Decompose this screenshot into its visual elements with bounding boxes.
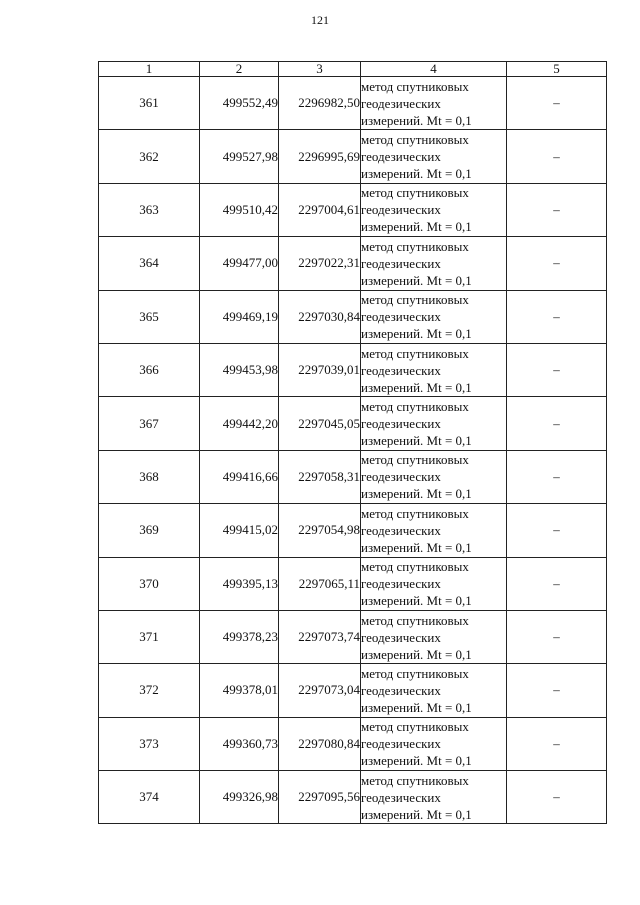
method-cell <box>361 717 507 770</box>
point-number-cell: 366 <box>99 343 200 396</box>
point-number-cell: 362 <box>99 130 200 183</box>
x-coordinate-cell: 499510,42 <box>200 183 279 236</box>
method-line: измерений. Mt = 0,1 <box>361 539 472 555</box>
note-cell: – <box>507 504 607 557</box>
table-row <box>99 717 607 770</box>
y-coordinate-cell: 2296982,50 <box>279 77 361 130</box>
y-coordinate-cell: 2297004,61 <box>279 183 361 236</box>
column-header-5: 5 <box>507 62 607 77</box>
table-row <box>99 290 607 343</box>
point-number-cell: 365 <box>99 290 200 343</box>
x-coordinate-cell: 499527,98 <box>200 130 279 183</box>
note-cell: – <box>507 237 607 290</box>
method-cell <box>361 290 507 343</box>
y-coordinate-cell: 2297039,01 <box>279 343 361 396</box>
y-coordinate-cell: 2297080,84 <box>279 717 361 770</box>
point-number-cell: 371 <box>99 610 200 663</box>
table-row <box>99 557 607 610</box>
method-line: метод спутниковых <box>361 399 469 415</box>
point-number-cell: 374 <box>99 771 200 824</box>
y-coordinate-cell: 2297073,74 <box>279 610 361 663</box>
method-cell <box>361 183 507 236</box>
method-line: геодезических <box>361 416 441 432</box>
point-number-cell: 368 <box>99 450 200 503</box>
method-line: геодезических <box>361 736 441 752</box>
y-coordinate-cell: 2297045,05 <box>279 397 361 450</box>
x-coordinate-cell: 499453,98 <box>200 343 279 396</box>
note-cell: – <box>507 664 607 717</box>
x-coordinate-cell: 499326,98 <box>200 771 279 824</box>
table-row <box>99 664 607 717</box>
column-header-3: 3 <box>279 62 361 77</box>
method-line: геодезических <box>361 682 441 698</box>
note-cell: – <box>507 290 607 343</box>
note-cell: – <box>507 183 607 236</box>
method-line: измерений. Mt = 0,1 <box>361 219 472 235</box>
note-cell: – <box>507 397 607 450</box>
point-number-cell: 367 <box>99 397 200 450</box>
y-coordinate-cell: 2297073,04 <box>279 664 361 717</box>
method-line: метод спутниковых <box>361 78 469 94</box>
note-cell: – <box>507 717 607 770</box>
note-cell: – <box>507 130 607 183</box>
table-row <box>99 343 607 396</box>
method-cell <box>361 343 507 396</box>
method-line: измерений. Mt = 0,1 <box>361 379 472 395</box>
y-coordinate-cell: 2297095,56 <box>279 771 361 824</box>
method-line: геодезических <box>361 95 441 111</box>
header-row <box>99 62 607 77</box>
method-line: геодезических <box>361 202 441 218</box>
point-number-cell: 363 <box>99 183 200 236</box>
method-line: геодезических <box>361 576 441 592</box>
method-line: измерений. Mt = 0,1 <box>361 753 472 769</box>
method-line: геодезических <box>361 362 441 378</box>
x-coordinate-cell: 499416,66 <box>200 450 279 503</box>
point-number-cell: 364 <box>99 237 200 290</box>
y-coordinate-cell: 2296995,69 <box>279 130 361 183</box>
y-coordinate-cell: 2297065,11 <box>279 557 361 610</box>
point-number-cell: 370 <box>99 557 200 610</box>
note-cell: – <box>507 610 607 663</box>
point-number-cell: 373 <box>99 717 200 770</box>
method-line: геодезических <box>361 255 441 271</box>
table-row <box>99 237 607 290</box>
method-cell <box>361 237 507 290</box>
point-number-cell: 372 <box>99 664 200 717</box>
method-line: геодезических <box>361 469 441 485</box>
method-line: измерений. Mt = 0,1 <box>361 272 472 288</box>
method-line: геодезических <box>361 522 441 538</box>
method-line: измерений. Mt = 0,1 <box>361 433 472 449</box>
column-header-2: 2 <box>200 62 279 77</box>
method-line: метод спутниковых <box>361 719 469 735</box>
method-line: измерений. Mt = 0,1 <box>361 486 472 502</box>
method-cell <box>361 397 507 450</box>
method-cell <box>361 771 507 824</box>
note-cell: – <box>507 557 607 610</box>
method-line: измерений. Mt = 0,1 <box>361 646 472 662</box>
table-row <box>99 130 607 183</box>
y-coordinate-cell: 2297030,84 <box>279 290 361 343</box>
page-number: 121 <box>311 13 329 27</box>
method-line: метод спутниковых <box>361 238 469 254</box>
method-cell <box>361 664 507 717</box>
x-coordinate-cell: 499415,02 <box>200 504 279 557</box>
coordinates-table <box>98 61 607 824</box>
y-coordinate-cell: 2297058,31 <box>279 450 361 503</box>
table-body <box>99 77 607 824</box>
table-row <box>99 450 607 503</box>
table-row <box>99 77 607 130</box>
method-cell <box>361 557 507 610</box>
column-header-1: 1 <box>99 62 200 77</box>
x-coordinate-cell: 499442,20 <box>200 397 279 450</box>
method-line: геодезических <box>361 309 441 325</box>
method-line: геодезических <box>361 629 441 645</box>
column-header-4: 4 <box>361 62 507 77</box>
method-cell <box>361 130 507 183</box>
table-row <box>99 504 607 557</box>
method-line: геодезических <box>361 789 441 805</box>
method-line: метод спутниковых <box>361 452 469 468</box>
x-coordinate-cell: 499477,00 <box>200 237 279 290</box>
method-line: геодезических <box>361 149 441 165</box>
table-row <box>99 397 607 450</box>
method-line: метод спутниковых <box>361 665 469 681</box>
y-coordinate-cell: 2297022,31 <box>279 237 361 290</box>
table-row <box>99 183 607 236</box>
method-line: измерений. Mt = 0,1 <box>361 166 472 182</box>
method-cell <box>361 77 507 130</box>
method-line: метод спутниковых <box>361 505 469 521</box>
method-line: метод спутниковых <box>361 345 469 361</box>
table-row <box>99 771 607 824</box>
method-line: метод спутниковых <box>361 772 469 788</box>
note-cell: – <box>507 450 607 503</box>
method-line: метод спутниковых <box>361 612 469 628</box>
note-cell: – <box>507 771 607 824</box>
note-cell: – <box>507 77 607 130</box>
table-header <box>99 62 607 77</box>
table-row <box>99 610 607 663</box>
method-line: метод спутниковых <box>361 559 469 575</box>
method-line: измерений. Mt = 0,1 <box>361 326 472 342</box>
method-line: измерений. Mt = 0,1 <box>361 806 472 822</box>
x-coordinate-cell: 499378,23 <box>200 610 279 663</box>
y-coordinate-cell: 2297054,98 <box>279 504 361 557</box>
x-coordinate-cell: 499395,13 <box>200 557 279 610</box>
method-line: метод спутниковых <box>361 132 469 148</box>
x-coordinate-cell: 499360,73 <box>200 717 279 770</box>
x-coordinate-cell: 499378,01 <box>200 664 279 717</box>
note-cell: – <box>507 343 607 396</box>
method-line: метод спутниковых <box>361 185 469 201</box>
point-number-cell: 369 <box>99 504 200 557</box>
method-line: метод спутниковых <box>361 292 469 308</box>
method-cell <box>361 610 507 663</box>
method-line: измерений. Mt = 0,1 <box>361 699 472 715</box>
point-number-cell: 361 <box>99 77 200 130</box>
x-coordinate-cell: 499469,19 <box>200 290 279 343</box>
method-line: измерений. Mt = 0,1 <box>361 593 472 609</box>
x-coordinate-cell: 499552,49 <box>200 77 279 130</box>
method-line: измерений. Mt = 0,1 <box>361 112 472 128</box>
method-cell <box>361 504 507 557</box>
method-cell <box>361 450 507 503</box>
